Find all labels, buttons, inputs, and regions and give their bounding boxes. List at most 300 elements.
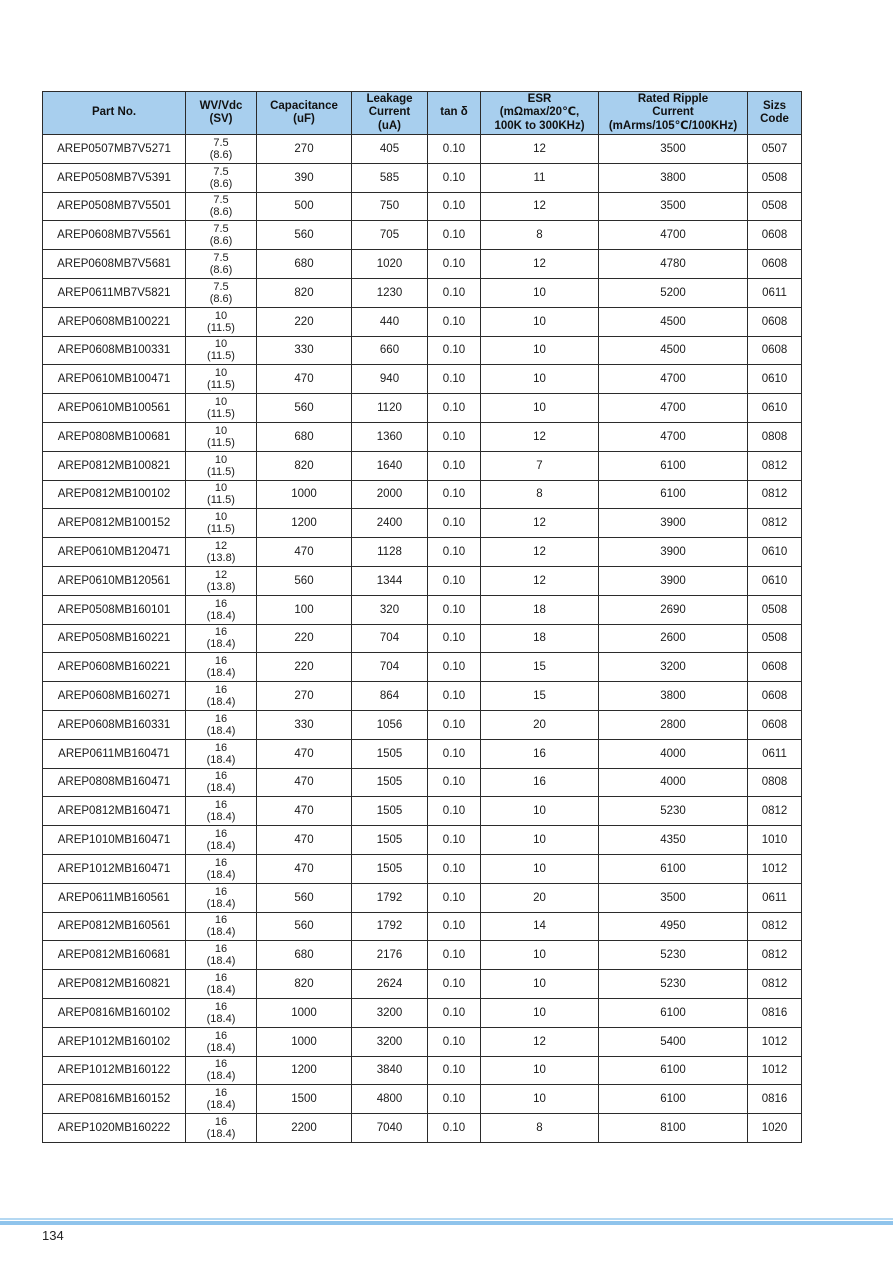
col-header-leakage-current: Leakage Current (uA) bbox=[352, 92, 428, 135]
cell-rated-ripple-current: 5230 bbox=[599, 941, 748, 970]
cell-wv-vdc bbox=[186, 1085, 257, 1114]
wv-value: 16 bbox=[214, 828, 228, 841]
cell-capacitance: 220 bbox=[257, 653, 352, 682]
cell-tan-delta: 0.10 bbox=[428, 883, 481, 912]
cell-part-no: AREP0611MB7V5821 bbox=[43, 278, 186, 307]
cell-esr: 12 bbox=[481, 135, 599, 164]
cell-part-no: AREP0611MB160561 bbox=[43, 883, 186, 912]
cell-leakage-current: 660 bbox=[352, 336, 428, 365]
cell-wv-vdc bbox=[186, 509, 257, 538]
cell-tan-delta: 0.10 bbox=[428, 710, 481, 739]
cell-leakage-current: 7040 bbox=[352, 1114, 428, 1143]
cell-wv-vdc bbox=[186, 365, 257, 394]
cell-wv-vdc bbox=[186, 307, 257, 336]
cell-tan-delta: 0.10 bbox=[428, 307, 481, 336]
cell-wv-vdc bbox=[186, 135, 257, 164]
cell-rated-ripple-current: 5230 bbox=[599, 797, 748, 826]
cell-tan-delta: 0.10 bbox=[428, 538, 481, 567]
table-row bbox=[43, 797, 802, 826]
table-row bbox=[43, 221, 802, 250]
cell-tan-delta: 0.10 bbox=[428, 768, 481, 797]
cell-tan-delta: 0.10 bbox=[428, 1114, 481, 1143]
cell-leakage-current: 1230 bbox=[352, 278, 428, 307]
sv-value: (11.5) bbox=[207, 494, 235, 507]
table-row bbox=[43, 1056, 802, 1085]
cell-leakage-current: 1792 bbox=[352, 883, 428, 912]
cell-leakage-current: 704 bbox=[352, 653, 428, 682]
sv-value: (8.6) bbox=[209, 206, 233, 219]
cell-tan-delta: 0.10 bbox=[428, 278, 481, 307]
col-header-part-no: Part No. bbox=[43, 92, 186, 135]
cell-part-no: AREP0610MB120561 bbox=[43, 566, 186, 595]
cell-size-code: 1010 bbox=[748, 826, 802, 855]
cell-wv-vdc bbox=[186, 336, 257, 365]
cell-rated-ripple-current: 4000 bbox=[599, 739, 748, 768]
cell-tan-delta: 0.10 bbox=[428, 912, 481, 941]
cell-size-code: 0608 bbox=[748, 221, 802, 250]
cell-size-code: 0816 bbox=[748, 1085, 802, 1114]
cell-rated-ripple-current: 8100 bbox=[599, 1114, 748, 1143]
cell-esr: 10 bbox=[481, 854, 599, 883]
cell-tan-delta: 0.10 bbox=[428, 595, 481, 624]
cell-size-code: 0812 bbox=[748, 509, 802, 538]
sv-value: (18.4) bbox=[206, 1041, 236, 1054]
cell-size-code: 0812 bbox=[748, 941, 802, 970]
table-row bbox=[43, 192, 802, 221]
sv-value: (18.4) bbox=[206, 897, 236, 910]
sv-value: (13.8) bbox=[206, 552, 236, 565]
cell-esr: 10 bbox=[481, 278, 599, 307]
cell-tan-delta: 0.10 bbox=[428, 970, 481, 999]
cell-part-no: AREP0610MB120471 bbox=[43, 538, 186, 567]
cell-wv-vdc bbox=[186, 192, 257, 221]
cell-wv-vdc bbox=[186, 998, 257, 1027]
cell-leakage-current: 1128 bbox=[352, 538, 428, 567]
cell-part-no: AREP1012MB160122 bbox=[43, 1056, 186, 1085]
cell-leakage-current: 3200 bbox=[352, 1027, 428, 1056]
cell-part-no: AREP0812MB160471 bbox=[43, 797, 186, 826]
cell-leakage-current: 1505 bbox=[352, 826, 428, 855]
cell-rated-ripple-current: 2690 bbox=[599, 595, 748, 624]
cell-esr: 10 bbox=[481, 797, 599, 826]
cell-tan-delta: 0.10 bbox=[428, 566, 481, 595]
cell-wv-vdc bbox=[186, 883, 257, 912]
cell-part-no: AREP1012MB160102 bbox=[43, 1027, 186, 1056]
cell-wv-vdc bbox=[186, 566, 257, 595]
cell-esr: 10 bbox=[481, 826, 599, 855]
cell-esr: 10 bbox=[481, 394, 599, 423]
cell-size-code: 0808 bbox=[748, 768, 802, 797]
cell-esr: 10 bbox=[481, 941, 599, 970]
table-row bbox=[43, 739, 802, 768]
cell-esr: 10 bbox=[481, 307, 599, 336]
cell-esr: 15 bbox=[481, 653, 599, 682]
table-row bbox=[43, 336, 802, 365]
cell-size-code: 0812 bbox=[748, 912, 802, 941]
cell-part-no: AREP1012MB160471 bbox=[43, 854, 186, 883]
cell-rated-ripple-current: 4780 bbox=[599, 250, 748, 279]
cell-capacitance: 1000 bbox=[257, 1027, 352, 1056]
cell-rated-ripple-current: 6100 bbox=[599, 1085, 748, 1114]
cell-part-no: AREP0508MB7V5391 bbox=[43, 163, 186, 192]
cell-tan-delta: 0.10 bbox=[428, 509, 481, 538]
wv-value: 16 bbox=[214, 799, 228, 812]
cell-size-code: 0808 bbox=[748, 422, 802, 451]
table-row bbox=[43, 451, 802, 480]
cell-leakage-current: 3200 bbox=[352, 998, 428, 1027]
cell-size-code: 1020 bbox=[748, 1114, 802, 1143]
cell-esr: 10 bbox=[481, 1056, 599, 1085]
cell-esr: 12 bbox=[481, 538, 599, 567]
cell-wv-vdc bbox=[186, 221, 257, 250]
wv-value: 16 bbox=[214, 626, 228, 639]
cell-esr: 18 bbox=[481, 595, 599, 624]
cell-leakage-current: 320 bbox=[352, 595, 428, 624]
cell-size-code: 0608 bbox=[748, 307, 802, 336]
cell-wv-vdc bbox=[186, 595, 257, 624]
cell-size-code: 0508 bbox=[748, 192, 802, 221]
cell-esr: 14 bbox=[481, 912, 599, 941]
cell-wv-vdc bbox=[186, 682, 257, 711]
cell-rated-ripple-current: 6100 bbox=[599, 451, 748, 480]
cell-wv-vdc bbox=[186, 739, 257, 768]
wv-value: 16 bbox=[214, 1087, 228, 1100]
cell-size-code: 0508 bbox=[748, 163, 802, 192]
cell-capacitance: 470 bbox=[257, 797, 352, 826]
cell-part-no: AREP0816MB160152 bbox=[43, 1085, 186, 1114]
cell-capacitance: 470 bbox=[257, 538, 352, 567]
wv-value: 16 bbox=[214, 856, 228, 869]
cell-wv-vdc bbox=[186, 538, 257, 567]
cell-esr: 12 bbox=[481, 192, 599, 221]
wv-value: 16 bbox=[214, 741, 228, 754]
cell-size-code: 0816 bbox=[748, 998, 802, 1027]
sv-value: (18.4) bbox=[206, 1012, 236, 1025]
table-row bbox=[43, 1114, 802, 1143]
table-body bbox=[43, 135, 802, 1143]
cell-capacitance: 470 bbox=[257, 854, 352, 883]
table-row bbox=[43, 941, 802, 970]
cell-tan-delta: 0.10 bbox=[428, 854, 481, 883]
cell-leakage-current: 1505 bbox=[352, 768, 428, 797]
cell-esr: 8 bbox=[481, 221, 599, 250]
cell-leakage-current: 2176 bbox=[352, 941, 428, 970]
table-row bbox=[43, 480, 802, 509]
cell-capacitance: 560 bbox=[257, 883, 352, 912]
cell-part-no: AREP0812MB160681 bbox=[43, 941, 186, 970]
table-row bbox=[43, 422, 802, 451]
cell-tan-delta: 0.10 bbox=[428, 221, 481, 250]
cell-capacitance: 330 bbox=[257, 336, 352, 365]
cell-capacitance: 1000 bbox=[257, 480, 352, 509]
cell-esr: 12 bbox=[481, 509, 599, 538]
cell-tan-delta: 0.10 bbox=[428, 336, 481, 365]
table-row bbox=[43, 883, 802, 912]
cell-leakage-current: 1505 bbox=[352, 854, 428, 883]
cell-leakage-current: 940 bbox=[352, 365, 428, 394]
cell-capacitance: 470 bbox=[257, 739, 352, 768]
cell-leakage-current: 704 bbox=[352, 624, 428, 653]
cell-esr: 12 bbox=[481, 250, 599, 279]
wv-value: 10 bbox=[214, 453, 228, 466]
cell-part-no: AREP0608MB160271 bbox=[43, 682, 186, 711]
cell-size-code: 1012 bbox=[748, 1027, 802, 1056]
cell-size-code: 0608 bbox=[748, 653, 802, 682]
cell-rated-ripple-current: 6100 bbox=[599, 854, 748, 883]
cell-size-code: 0812 bbox=[748, 970, 802, 999]
cell-rated-ripple-current: 2800 bbox=[599, 710, 748, 739]
cell-size-code: 1012 bbox=[748, 854, 802, 883]
cell-tan-delta: 0.10 bbox=[428, 451, 481, 480]
cell-part-no: AREP0508MB7V5501 bbox=[43, 192, 186, 221]
wv-value: 7.5 bbox=[213, 194, 229, 207]
cell-tan-delta: 0.10 bbox=[428, 365, 481, 394]
cell-size-code: 0608 bbox=[748, 710, 802, 739]
cell-tan-delta: 0.10 bbox=[428, 797, 481, 826]
cell-part-no: AREP0608MB100221 bbox=[43, 307, 186, 336]
cell-part-no: AREP0812MB160821 bbox=[43, 970, 186, 999]
cell-tan-delta: 0.10 bbox=[428, 422, 481, 451]
cell-size-code: 0812 bbox=[748, 797, 802, 826]
cell-part-no: AREP0812MB100821 bbox=[43, 451, 186, 480]
cell-leakage-current: 1505 bbox=[352, 797, 428, 826]
table-row bbox=[43, 394, 802, 423]
cell-part-no: AREP0611MB160471 bbox=[43, 739, 186, 768]
cell-capacitance: 560 bbox=[257, 566, 352, 595]
wv-value: 10 bbox=[214, 309, 228, 322]
col-header-rated-ripple-current: Rated Ripple Current (mArms/105℃/100KHz) bbox=[599, 92, 748, 135]
wv-value: 7.5 bbox=[213, 223, 229, 236]
wv-value: 16 bbox=[214, 943, 228, 956]
table-row bbox=[43, 163, 802, 192]
cell-leakage-current: 1056 bbox=[352, 710, 428, 739]
cell-rated-ripple-current: 5230 bbox=[599, 970, 748, 999]
cell-tan-delta: 0.10 bbox=[428, 394, 481, 423]
cell-capacitance: 470 bbox=[257, 768, 352, 797]
cell-part-no: AREP1020MB160222 bbox=[43, 1114, 186, 1143]
cell-rated-ripple-current: 4700 bbox=[599, 394, 748, 423]
cell-wv-vdc bbox=[186, 422, 257, 451]
table-row bbox=[43, 653, 802, 682]
sv-value: (18.4) bbox=[206, 955, 236, 968]
cell-capacitance: 680 bbox=[257, 422, 352, 451]
table-row bbox=[43, 710, 802, 739]
cell-wv-vdc bbox=[186, 797, 257, 826]
cell-esr: 12 bbox=[481, 422, 599, 451]
cell-rated-ripple-current: 3500 bbox=[599, 883, 748, 912]
cell-leakage-current: 750 bbox=[352, 192, 428, 221]
wv-value: 10 bbox=[214, 424, 228, 437]
cell-leakage-current: 2000 bbox=[352, 480, 428, 509]
cell-part-no: AREP0608MB160331 bbox=[43, 710, 186, 739]
cell-part-no: AREP0812MB160561 bbox=[43, 912, 186, 941]
cell-capacitance: 820 bbox=[257, 451, 352, 480]
cell-rated-ripple-current: 6100 bbox=[599, 1056, 748, 1085]
sv-value: (18.4) bbox=[206, 1099, 236, 1112]
sv-value: (18.4) bbox=[206, 868, 236, 881]
cell-leakage-current: 440 bbox=[352, 307, 428, 336]
sv-value: (8.6) bbox=[209, 235, 233, 248]
cell-rated-ripple-current: 2600 bbox=[599, 624, 748, 653]
cell-capacitance: 820 bbox=[257, 970, 352, 999]
cell-esr: 10 bbox=[481, 970, 599, 999]
cell-tan-delta: 0.10 bbox=[428, 653, 481, 682]
cell-rated-ripple-current: 3800 bbox=[599, 163, 748, 192]
table-row bbox=[43, 250, 802, 279]
cell-leakage-current: 1505 bbox=[352, 739, 428, 768]
cell-rated-ripple-current: 3900 bbox=[599, 566, 748, 595]
cell-size-code: 0611 bbox=[748, 739, 802, 768]
cell-leakage-current: 1020 bbox=[352, 250, 428, 279]
cell-rated-ripple-current: 4500 bbox=[599, 307, 748, 336]
cell-capacitance: 100 bbox=[257, 595, 352, 624]
cell-size-code: 0812 bbox=[748, 480, 802, 509]
cell-leakage-current: 585 bbox=[352, 163, 428, 192]
col-header-tan-delta: tan δ bbox=[428, 92, 481, 135]
cell-size-code: 0610 bbox=[748, 365, 802, 394]
cell-part-no: AREP0808MB100681 bbox=[43, 422, 186, 451]
cell-rated-ripple-current: 6100 bbox=[599, 480, 748, 509]
cell-tan-delta: 0.10 bbox=[428, 480, 481, 509]
cell-tan-delta: 0.10 bbox=[428, 941, 481, 970]
cell-rated-ripple-current: 4700 bbox=[599, 221, 748, 250]
cell-rated-ripple-current: 3200 bbox=[599, 653, 748, 682]
cell-esr: 12 bbox=[481, 1027, 599, 1056]
cell-tan-delta: 0.10 bbox=[428, 135, 481, 164]
cell-capacitance: 560 bbox=[257, 394, 352, 423]
wv-value: 10 bbox=[214, 338, 228, 351]
cell-esr: 10 bbox=[481, 1085, 599, 1114]
cell-rated-ripple-current: 4350 bbox=[599, 826, 748, 855]
cell-leakage-current: 1120 bbox=[352, 394, 428, 423]
cell-size-code: 0508 bbox=[748, 595, 802, 624]
sv-value: (18.4) bbox=[206, 1127, 236, 1140]
cell-capacitance: 270 bbox=[257, 135, 352, 164]
cell-tan-delta: 0.10 bbox=[428, 682, 481, 711]
table-row bbox=[43, 912, 802, 941]
cell-tan-delta: 0.10 bbox=[428, 1085, 481, 1114]
wv-value: 7.5 bbox=[213, 252, 229, 265]
cell-wv-vdc bbox=[186, 826, 257, 855]
cell-part-no: AREP0608MB160221 bbox=[43, 653, 186, 682]
cell-size-code: 0611 bbox=[748, 278, 802, 307]
sv-value: (18.4) bbox=[206, 667, 236, 680]
cell-size-code: 0507 bbox=[748, 135, 802, 164]
cell-esr: 7 bbox=[481, 451, 599, 480]
table-row bbox=[43, 998, 802, 1027]
cell-rated-ripple-current: 3800 bbox=[599, 682, 748, 711]
wv-value: 16 bbox=[214, 1000, 228, 1013]
cell-leakage-current: 864 bbox=[352, 682, 428, 711]
cell-leakage-current: 3840 bbox=[352, 1056, 428, 1085]
wv-value: 7.5 bbox=[213, 165, 229, 178]
wv-value: 16 bbox=[214, 1058, 228, 1071]
sv-value: (18.4) bbox=[206, 753, 236, 766]
cell-esr: 16 bbox=[481, 739, 599, 768]
cell-rated-ripple-current: 6100 bbox=[599, 998, 748, 1027]
wv-value: 12 bbox=[214, 540, 228, 553]
sv-value: (8.6) bbox=[209, 292, 233, 305]
cell-capacitance: 820 bbox=[257, 278, 352, 307]
cell-leakage-current: 1792 bbox=[352, 912, 428, 941]
cell-esr: 16 bbox=[481, 768, 599, 797]
sv-value: (18.4) bbox=[206, 782, 236, 795]
cell-capacitance: 560 bbox=[257, 221, 352, 250]
wv-value: 16 bbox=[214, 684, 228, 697]
table-row bbox=[43, 278, 802, 307]
cell-wv-vdc bbox=[186, 768, 257, 797]
cell-size-code: 0608 bbox=[748, 250, 802, 279]
cell-rated-ripple-current: 4950 bbox=[599, 912, 748, 941]
cell-esr: 11 bbox=[481, 163, 599, 192]
table-row bbox=[43, 307, 802, 336]
cell-rated-ripple-current: 5200 bbox=[599, 278, 748, 307]
cell-part-no: AREP0507MB7V5271 bbox=[43, 135, 186, 164]
wv-value: 10 bbox=[214, 367, 228, 380]
cell-part-no: AREP0816MB160102 bbox=[43, 998, 186, 1027]
cell-capacitance: 220 bbox=[257, 624, 352, 653]
cell-size-code: 1012 bbox=[748, 1056, 802, 1085]
cell-capacitance: 390 bbox=[257, 163, 352, 192]
cell-wv-vdc bbox=[186, 653, 257, 682]
cell-wv-vdc bbox=[186, 624, 257, 653]
cell-esr: 15 bbox=[481, 682, 599, 711]
cell-leakage-current: 405 bbox=[352, 135, 428, 164]
col-header-size-code: Sizs Code bbox=[748, 92, 802, 135]
cell-part-no: AREP0808MB160471 bbox=[43, 768, 186, 797]
cell-part-no: AREP0508MB160101 bbox=[43, 595, 186, 624]
cell-wv-vdc bbox=[186, 710, 257, 739]
cell-esr: 12 bbox=[481, 566, 599, 595]
cell-tan-delta: 0.10 bbox=[428, 250, 481, 279]
cell-esr: 10 bbox=[481, 336, 599, 365]
sv-value: (18.4) bbox=[206, 696, 236, 709]
sv-value: (18.4) bbox=[206, 609, 236, 622]
sv-value: (13.8) bbox=[206, 580, 236, 593]
cell-esr: 10 bbox=[481, 365, 599, 394]
cell-leakage-current: 1344 bbox=[352, 566, 428, 595]
table-row bbox=[43, 1085, 802, 1114]
wv-value: 12 bbox=[214, 568, 228, 581]
cell-capacitance: 1200 bbox=[257, 1056, 352, 1085]
cell-capacitance: 2200 bbox=[257, 1114, 352, 1143]
cell-part-no: AREP0812MB100102 bbox=[43, 480, 186, 509]
wv-value: 7.5 bbox=[213, 136, 229, 149]
cell-wv-vdc bbox=[186, 912, 257, 941]
sv-value: (8.6) bbox=[209, 177, 233, 190]
table-header-row bbox=[43, 92, 802, 135]
cell-part-no: AREP0812MB100152 bbox=[43, 509, 186, 538]
sv-value: (8.6) bbox=[209, 264, 233, 277]
cell-leakage-current: 2624 bbox=[352, 970, 428, 999]
table-row bbox=[43, 595, 802, 624]
cell-part-no: AREP0610MB100561 bbox=[43, 394, 186, 423]
cell-part-no: AREP1010MB160471 bbox=[43, 826, 186, 855]
cell-wv-vdc bbox=[186, 394, 257, 423]
wv-value: 10 bbox=[214, 396, 228, 409]
sv-value: (11.5) bbox=[207, 408, 235, 421]
cell-rated-ripple-current: 4500 bbox=[599, 336, 748, 365]
sv-value: (11.5) bbox=[207, 350, 235, 363]
cell-rated-ripple-current: 3900 bbox=[599, 538, 748, 567]
table-row bbox=[43, 970, 802, 999]
wv-value: 16 bbox=[214, 1029, 228, 1042]
cell-tan-delta: 0.10 bbox=[428, 998, 481, 1027]
page-number: 134 bbox=[42, 1228, 64, 1243]
col-header-wv-vdc: WV/Vdc (SV) bbox=[186, 92, 257, 135]
sv-value: (18.4) bbox=[206, 984, 236, 996]
cell-wv-vdc bbox=[186, 941, 257, 970]
